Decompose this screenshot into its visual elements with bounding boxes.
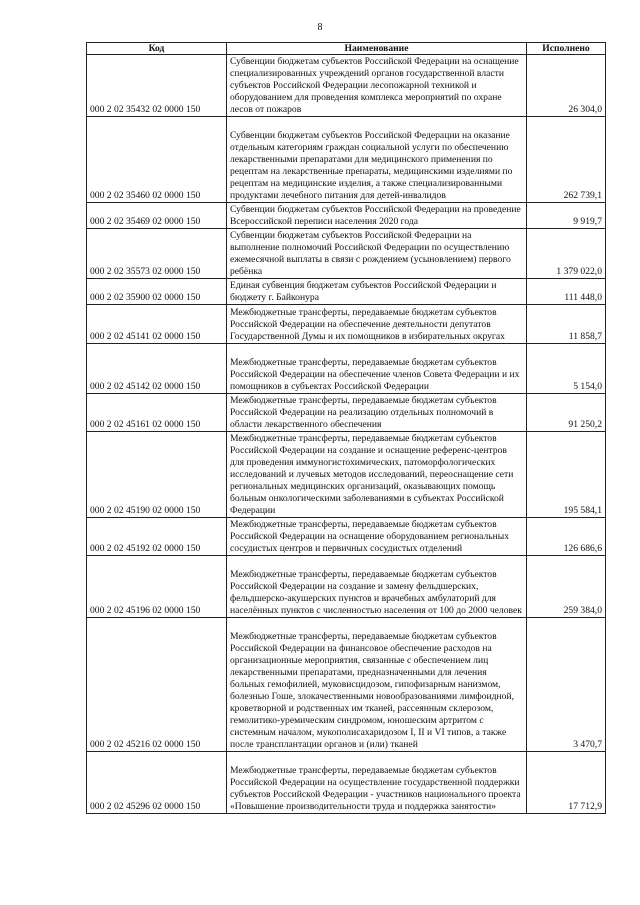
row-code: 000 2 02 45142 02 0000 150 (87, 344, 227, 394)
row-code: 000 2 02 45190 02 0000 150 (87, 432, 227, 518)
row-amount: 259 384,0 (527, 556, 606, 618)
row-code: 000 2 02 35432 02 0000 150 (87, 55, 227, 117)
page-number: 8 (317, 22, 323, 33)
table-row (87, 394, 606, 432)
row-name: Межбюджетные трансферты, передаваемые бюджетам субъектов Российской Федерации на оснащение оборудованием региональных сосудистых центров и первичных сосудистых отделений (227, 518, 527, 556)
table-body (87, 55, 606, 814)
table-row (87, 556, 606, 618)
table-row (87, 203, 606, 229)
table-row (87, 229, 606, 279)
row-code: 000 2 02 35469 02 0000 150 (87, 203, 227, 229)
row-code: 000 2 02 45196 02 0000 150 (87, 556, 227, 618)
table-row (87, 518, 606, 556)
row-code: 000 2 02 45141 02 0000 150 (87, 305, 227, 344)
header-name: Наименование (227, 43, 527, 55)
row-amount: 5 154,0 (527, 344, 606, 394)
row-name: Межбюджетные трансферты, передаваемые бюджетам субъектов Российской Федерации на обеспечение деятельности депутатов Государственной Думы и их помощников в избирательных округах (227, 305, 527, 344)
row-name: Межбюджетные трансферты, передаваемые бюджетам субъектов Российской Федерации на создание и оснащение референс-центров для проведения иммуногистохимических, патоморфологических исследований и лучевых методов исследований, переоснащение сети региональных медицинских организаций, оказывающих помощь больным онкологическими заболеваниями в субъектах Российской Федерации (227, 432, 527, 518)
row-amount: 91 250,2 (527, 394, 606, 432)
table-row (87, 752, 606, 814)
header-code: Код (87, 43, 227, 55)
row-name: Межбюджетные трансферты, передаваемые бюджетам субъектов Российской Федерации на создание и замену фельдшерских, фельдшерско-акушерских пунктов и врачебных амбулаторий для населённых пунктов с численностью населения от 100 до 2000 человек (227, 556, 527, 618)
table-row (87, 618, 606, 752)
row-amount: 111 448,0 (527, 279, 606, 305)
row-name: Единая субвенция бюджетам субъектов Российской Федерации и бюджету г. Байконура (227, 279, 527, 305)
row-name: Межбюджетные трансферты, передаваемые бюджетам субъектов Российской Федерации на осуществление государственной поддержки субъектов Российской Федерации - участников национального проекта «Повышение производительности труда и поддержка занятости» (227, 752, 527, 814)
row-amount: 9 919,7 (527, 203, 606, 229)
row-code: 000 2 02 45161 02 0000 150 (87, 394, 227, 432)
row-amount: 26 304,0 (527, 55, 606, 117)
row-code: 000 2 02 45192 02 0000 150 (87, 518, 227, 556)
row-name: Межбюджетные трансферты, передаваемые бюджетам субъектов Российской Федерации на финансовое обеспечение расходов на организационные мероприятия, связанные с обеспечением лиц лекарственными препаратами, предназначенными для лечения больных гемофилией, муковисцидозом, гипофизарным нанизмом, болезнью Гоше, злокачественными новообразованиями лимфоидной, кроветворной и родственных им тканей, рассеянным склерозом, гемолитико-уремическим синдромом, юношеским артритом с системным началом, мукополисахаридозом I, II и VI типов, а также после трансплантации органов и (или) тканей (227, 618, 527, 752)
row-code: 000 2 02 45296 02 0000 150 (87, 752, 227, 814)
row-code: 000 2 02 35573 02 0000 150 (87, 229, 227, 279)
table-row (87, 344, 606, 394)
row-code: 000 2 02 35900 02 0000 150 (87, 279, 227, 305)
row-name: Субвенции бюджетам субъектов Российской Федерации на оснащение специализированных учреждений органов государственной власти субъектов Российской Федерации лесопожарной техникой и оборудованием для проведения комплекса мероприятий по охране лесов от пожаров (227, 55, 527, 117)
row-name: Субвенции бюджетам субъектов Российской Федерации на выполнение полномочий Российской Федерации по осуществлению ежемесячной выплаты в связи с рождением (усыновлением) первого ребёнка (227, 229, 527, 279)
table-row (87, 55, 606, 117)
row-amount: 262 739,1 (527, 117, 606, 203)
table-row (87, 432, 606, 518)
row-name: Субвенции бюджетам субъектов Российской Федерации на проведение Всероссийской переписи населения 2020 года (227, 203, 527, 229)
row-amount: 3 470,7 (527, 618, 606, 752)
row-amount: 11 858,7 (527, 305, 606, 344)
budget-table (86, 42, 606, 814)
row-name: Межбюджетные трансферты, передаваемые бюджетам субъектов Российской Федерации на обеспечение членов Совета Федерации и их помощников в субъектах Российской Федерации (227, 344, 527, 394)
table-row (87, 305, 606, 344)
row-amount: 1 379 022,0 (527, 229, 606, 279)
row-name: Субвенции бюджетам субъектов Российской Федерации на оказание отдельным категориям граждан социальной услуги по обеспечению лекарственными препаратами для медицинского применения по рецептам на лекарственные препараты, медицинскими изделиями по рецептам на медицинские изделия, а также специализированными продуктами лечебного питания для детей-инвалидов (227, 117, 527, 203)
header-done: Исполнено (527, 43, 606, 55)
row-amount: 17 712,9 (527, 752, 606, 814)
row-code: 000 2 02 45216 02 0000 150 (87, 618, 227, 752)
row-name: Межбюджетные трансферты, передаваемые бюджетам субъектов Российской Федерации на реализацию отдельных полномочий в области лекарственного обеспечения (227, 394, 527, 432)
row-amount: 126 686,6 (527, 518, 606, 556)
row-code: 000 2 02 35460 02 0000 150 (87, 117, 227, 203)
table-row (87, 279, 606, 305)
row-amount: 195 584,1 (527, 432, 606, 518)
table-header-row (87, 43, 606, 55)
table-row (87, 117, 606, 203)
